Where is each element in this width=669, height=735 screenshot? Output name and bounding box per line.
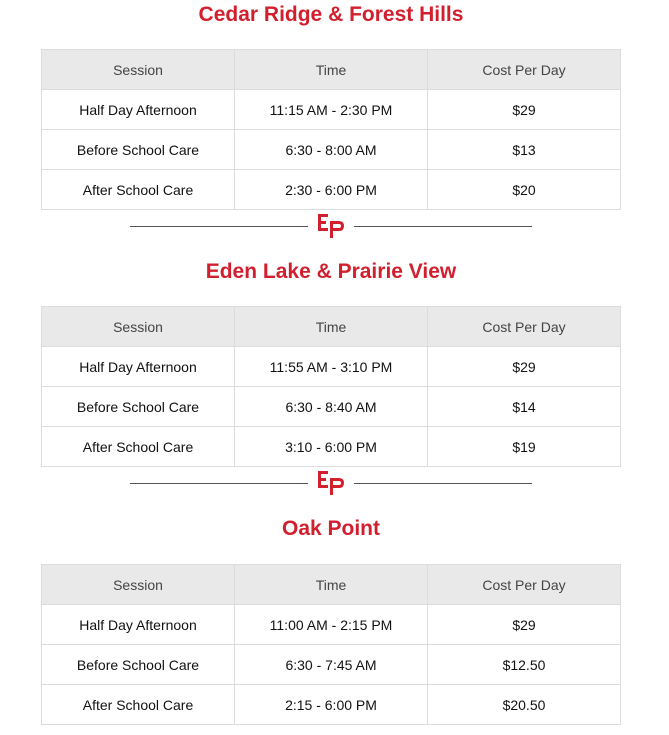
- section-title-oak-point: Oak Point: [281, 517, 381, 540]
- column-header-session: Session: [42, 307, 235, 347]
- section-divider: [0, 211, 662, 241]
- session-cell: Half Day Afternoon: [42, 605, 235, 645]
- table-header-row: [42, 50, 621, 90]
- cost-cell: $19: [428, 427, 621, 467]
- time-cell: 6:30 - 7:45 AM: [235, 645, 428, 685]
- divider-line-right: [354, 483, 532, 484]
- rates-table-eden-lake: [41, 306, 621, 467]
- time-cell: 6:30 - 8:40 AM: [235, 387, 428, 427]
- session-cell: After School Care: [42, 685, 235, 725]
- ep-logo-icon: [317, 470, 345, 496]
- table-row: [42, 645, 621, 685]
- cost-cell: $20: [428, 170, 621, 210]
- time-cell: 6:30 - 8:00 AM: [235, 130, 428, 170]
- column-header-session: Session: [42, 50, 235, 90]
- time-cell: 3:10 - 6:00 PM: [235, 427, 428, 467]
- column-header-cost: Cost Per Day: [428, 307, 621, 347]
- divider-line-right: [354, 226, 532, 227]
- cost-cell: $13: [428, 130, 621, 170]
- section-divider: [0, 468, 662, 498]
- column-header-cost: Cost Per Day: [428, 50, 621, 90]
- rates-table-oak-point: [41, 564, 621, 725]
- cost-cell: $29: [428, 605, 621, 645]
- table-row: [42, 130, 621, 170]
- cost-cell: $12.50: [428, 645, 621, 685]
- table-row: [42, 427, 621, 467]
- session-cell: Before School Care: [42, 645, 235, 685]
- column-header-cost: Cost Per Day: [428, 565, 621, 605]
- session-cell: Half Day Afternoon: [42, 90, 235, 130]
- table-row: [42, 387, 621, 427]
- column-header-session: Session: [42, 565, 235, 605]
- divider-line-left: [130, 226, 308, 227]
- column-header-time: Time: [235, 307, 428, 347]
- table-row: [42, 605, 621, 645]
- table-header-row: [42, 565, 621, 605]
- table-row: [42, 685, 621, 725]
- time-cell: 11:00 AM - 2:15 PM: [235, 605, 428, 645]
- cost-cell: $14: [428, 387, 621, 427]
- ep-logo-icon: [317, 213, 345, 239]
- session-cell: After School Care: [42, 170, 235, 210]
- table-row: [42, 170, 621, 210]
- cost-cell: $29: [428, 90, 621, 130]
- column-header-time: Time: [235, 50, 428, 90]
- cost-cell: $29: [428, 347, 621, 387]
- section-title-cedar-ridge: Cedar Ridge & Forest Hills: [198, 3, 464, 26]
- rates-table-cedar-ridge: [41, 49, 621, 210]
- session-cell: Half Day Afternoon: [42, 347, 235, 387]
- cost-cell: $20.50: [428, 685, 621, 725]
- divider-line-left: [130, 483, 308, 484]
- table-row: [42, 347, 621, 387]
- column-header-time: Time: [235, 565, 428, 605]
- session-cell: Before School Care: [42, 130, 235, 170]
- section-title-eden-lake: Eden Lake & Prairie View: [205, 260, 457, 283]
- session-cell: After School Care: [42, 427, 235, 467]
- time-cell: 2:30 - 6:00 PM: [235, 170, 428, 210]
- table-row: [42, 90, 621, 130]
- session-cell: Before School Care: [42, 387, 235, 427]
- time-cell: 11:15 AM - 2:30 PM: [235, 90, 428, 130]
- time-cell: 2:15 - 6:00 PM: [235, 685, 428, 725]
- table-header-row: [42, 307, 621, 347]
- time-cell: 11:55 AM - 3:10 PM: [235, 347, 428, 387]
